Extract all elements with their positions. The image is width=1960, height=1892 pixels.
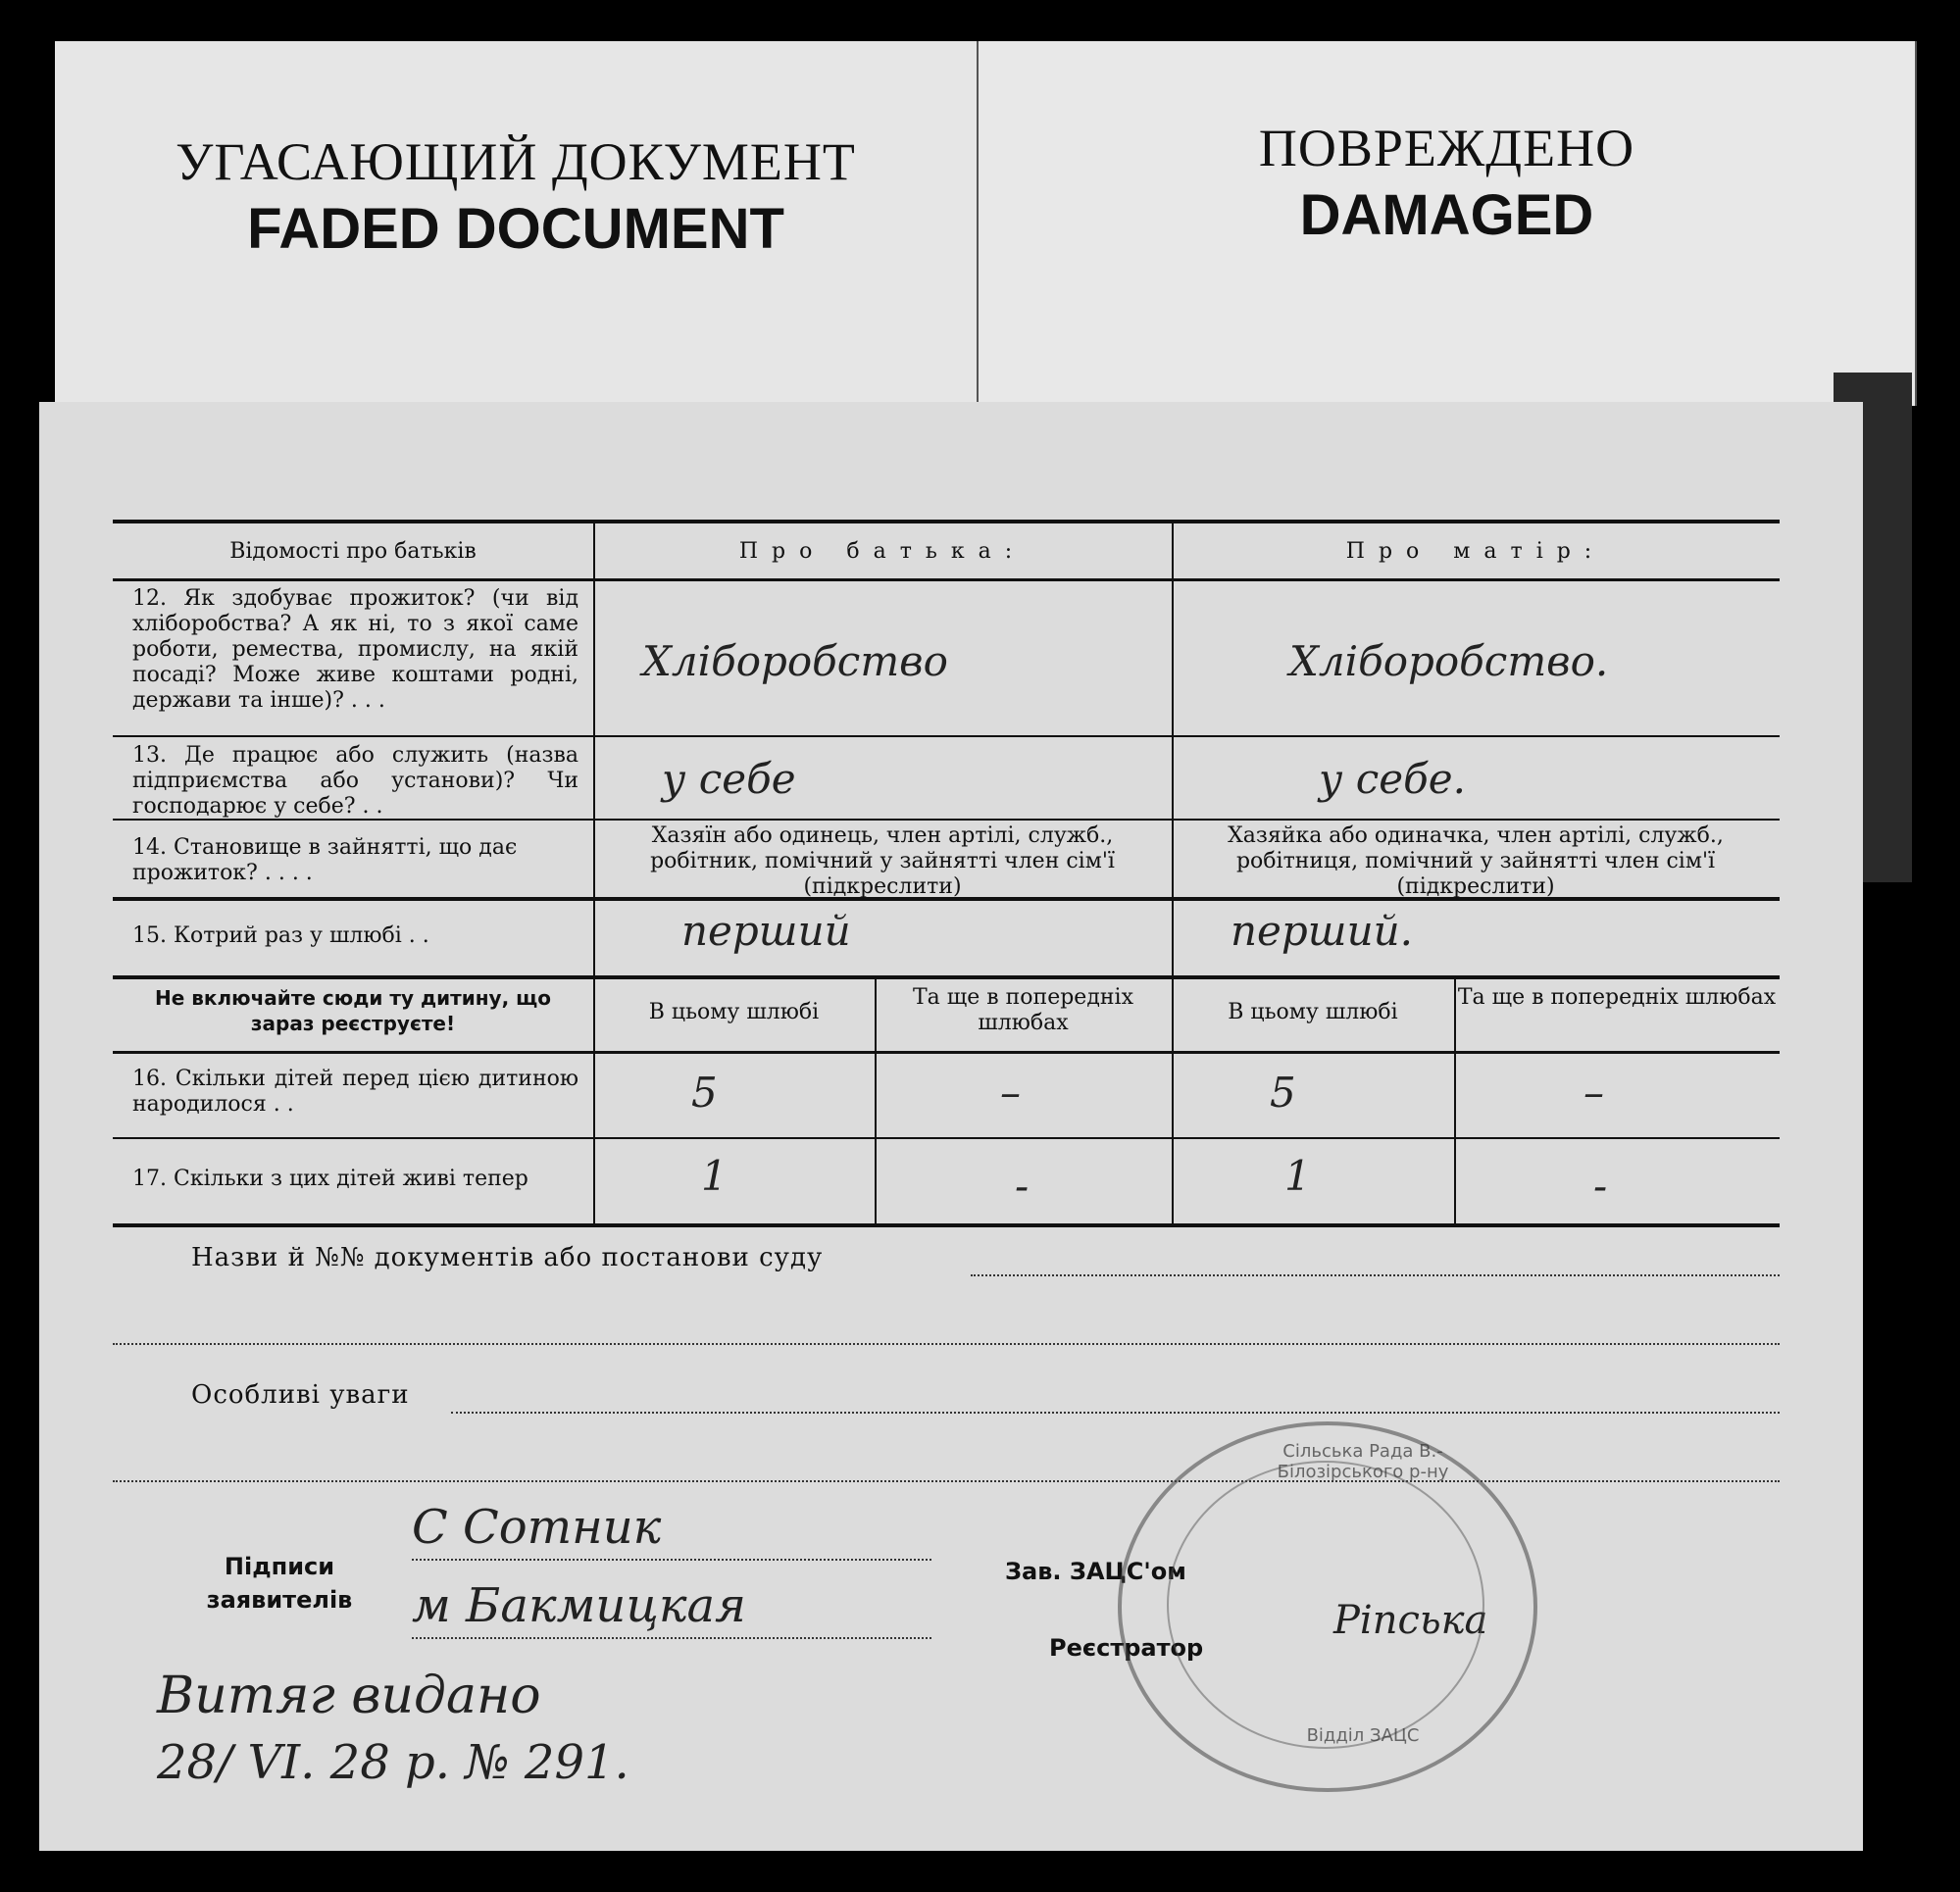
damaged-banner xyxy=(979,41,1917,406)
signatures-label-line-1: Підписи xyxy=(224,1553,335,1580)
special-notes-line-2 xyxy=(113,1480,1780,1482)
row-13-father-answer: у себе xyxy=(662,755,796,803)
table-column-rule xyxy=(1454,975,1456,1225)
row-17-label: 17. Скільки з цих дітей живі тепер xyxy=(132,1167,528,1191)
row-14-father-options: Хазяїн або одинець, член артілі, служб., робітник, помічний у зайнятті член сім'ї (підкреслити) xyxy=(650,823,1115,899)
row-15-label: 15. Котрий раз у шлюбі . . xyxy=(132,923,429,948)
row-16-mother-prev: – xyxy=(1583,1069,1604,1117)
row-12-father-answer: Хліборобство xyxy=(642,637,948,685)
exclude-child-note: Не включайте сюди ту дитину, що зараз реєструєте! xyxy=(154,986,551,1035)
faded-document-banner xyxy=(55,41,979,406)
banner-ru-text: УГАСАЮЩИЙ ДОКУМЕНТ xyxy=(176,132,856,191)
signatures-label xyxy=(167,1554,392,1613)
table-rule xyxy=(113,1223,1780,1227)
table-column-rule xyxy=(593,520,595,1225)
row-17-mother-this: 1 xyxy=(1284,1152,1311,1200)
signature-line-1 xyxy=(412,1559,931,1561)
father-this-marriage-header: В цьому шлюбі xyxy=(648,1000,820,1024)
row-15-father-answer: перший xyxy=(681,907,851,955)
registrar-label: Реєстратор xyxy=(1049,1634,1204,1662)
banner-ru-text: ПОВРЕЖДЕНО xyxy=(1258,119,1635,177)
row-12-mother-answer: Хліборобство. xyxy=(1289,637,1609,685)
row-15-mother-answer: перший. xyxy=(1231,907,1414,955)
row-14-label: 14. Становище в зайнятті, що дає прожиток? . . . . xyxy=(132,835,518,885)
header-info: Відомості про батьків xyxy=(229,539,477,564)
row-17-father-prev: - xyxy=(1015,1162,1030,1210)
extract-date-note: 28/ VI. 28 р. № 291. xyxy=(157,1735,629,1790)
table-rule xyxy=(113,520,1780,523)
mother-prev-marriage-header: Та ще в попередніх шлюбах xyxy=(1457,985,1777,1010)
registration-form xyxy=(39,402,1863,1851)
table-rule xyxy=(113,578,1780,581)
registrar-signature: Ріпська xyxy=(1333,1598,1488,1643)
special-notes-label: Особливі уваги xyxy=(191,1380,410,1410)
applicant-signature-1: С Сотник xyxy=(412,1500,662,1555)
father-prev-marriage-header: Та ще в попередніх шлюбах xyxy=(913,985,1133,1035)
row-16-label: 16. Скільки дітей перед цією дитиною народилося . . xyxy=(132,1067,578,1117)
stamp-text-top: Сільська Рада В.-Білозірського р-ну xyxy=(1277,1441,1449,1482)
signature-line-2 xyxy=(412,1637,931,1639)
signatures-label-line-2: заявителів xyxy=(206,1586,353,1614)
extract-issued-note: Витяг видано xyxy=(157,1667,541,1725)
zags-head-label: Зав. ЗАЦС'ом xyxy=(1005,1558,1186,1585)
header-mother: Про матір: xyxy=(1345,539,1606,564)
stamp-text-bottom: Відділ ЗАЦС xyxy=(1306,1725,1420,1746)
documents-line-2 xyxy=(113,1343,1780,1345)
banner-en-text: FADED DOCUMENT xyxy=(247,197,784,261)
header-father: Про батька: xyxy=(738,539,1027,564)
row-13-mother-answer: у себе. xyxy=(1319,755,1466,803)
documents-label: Назви й №№ документів або постанови суду xyxy=(191,1243,824,1272)
mother-this-marriage-header: В цьому шлюбі xyxy=(1228,1000,1398,1024)
table-column-rule xyxy=(1172,520,1174,1225)
table-rule xyxy=(113,1137,1780,1139)
row-17-father-this: 1 xyxy=(701,1152,728,1200)
row-14-mother-options: Хазяйка або одиначка, член артілі, служб., робітниця, помічний у зайнятті член сім'ї (підкреслити) xyxy=(1228,823,1724,899)
special-notes-line xyxy=(451,1412,1780,1414)
table-rule xyxy=(113,975,1780,979)
row-17-mother-prev: - xyxy=(1593,1162,1608,1210)
applicant-signature-2: м Бакмицкая xyxy=(412,1578,746,1633)
row-16-father-this: 5 xyxy=(691,1069,718,1117)
documents-line xyxy=(971,1274,1780,1276)
table-rule xyxy=(113,1051,1780,1054)
row-16-mother-this: 5 xyxy=(1270,1069,1296,1117)
table-rule xyxy=(113,735,1780,737)
row-16-father-prev: – xyxy=(1000,1069,1021,1117)
row-12-label: 12. Як здобуває прожиток? (чи від хліборобства? А як ні, то з якої саме роботи, ремества, промислу, на якій посаді? Може живе коштами родні, держави та інше)? . . . xyxy=(132,586,578,713)
row-13-label: 13. Де працює або служить (назва підприємства або установи)? Чи господарює у себе? . . xyxy=(132,743,578,819)
banner-en-text: DAMAGED xyxy=(1299,183,1594,247)
official-stamp-inner-ring xyxy=(1167,1461,1484,1749)
